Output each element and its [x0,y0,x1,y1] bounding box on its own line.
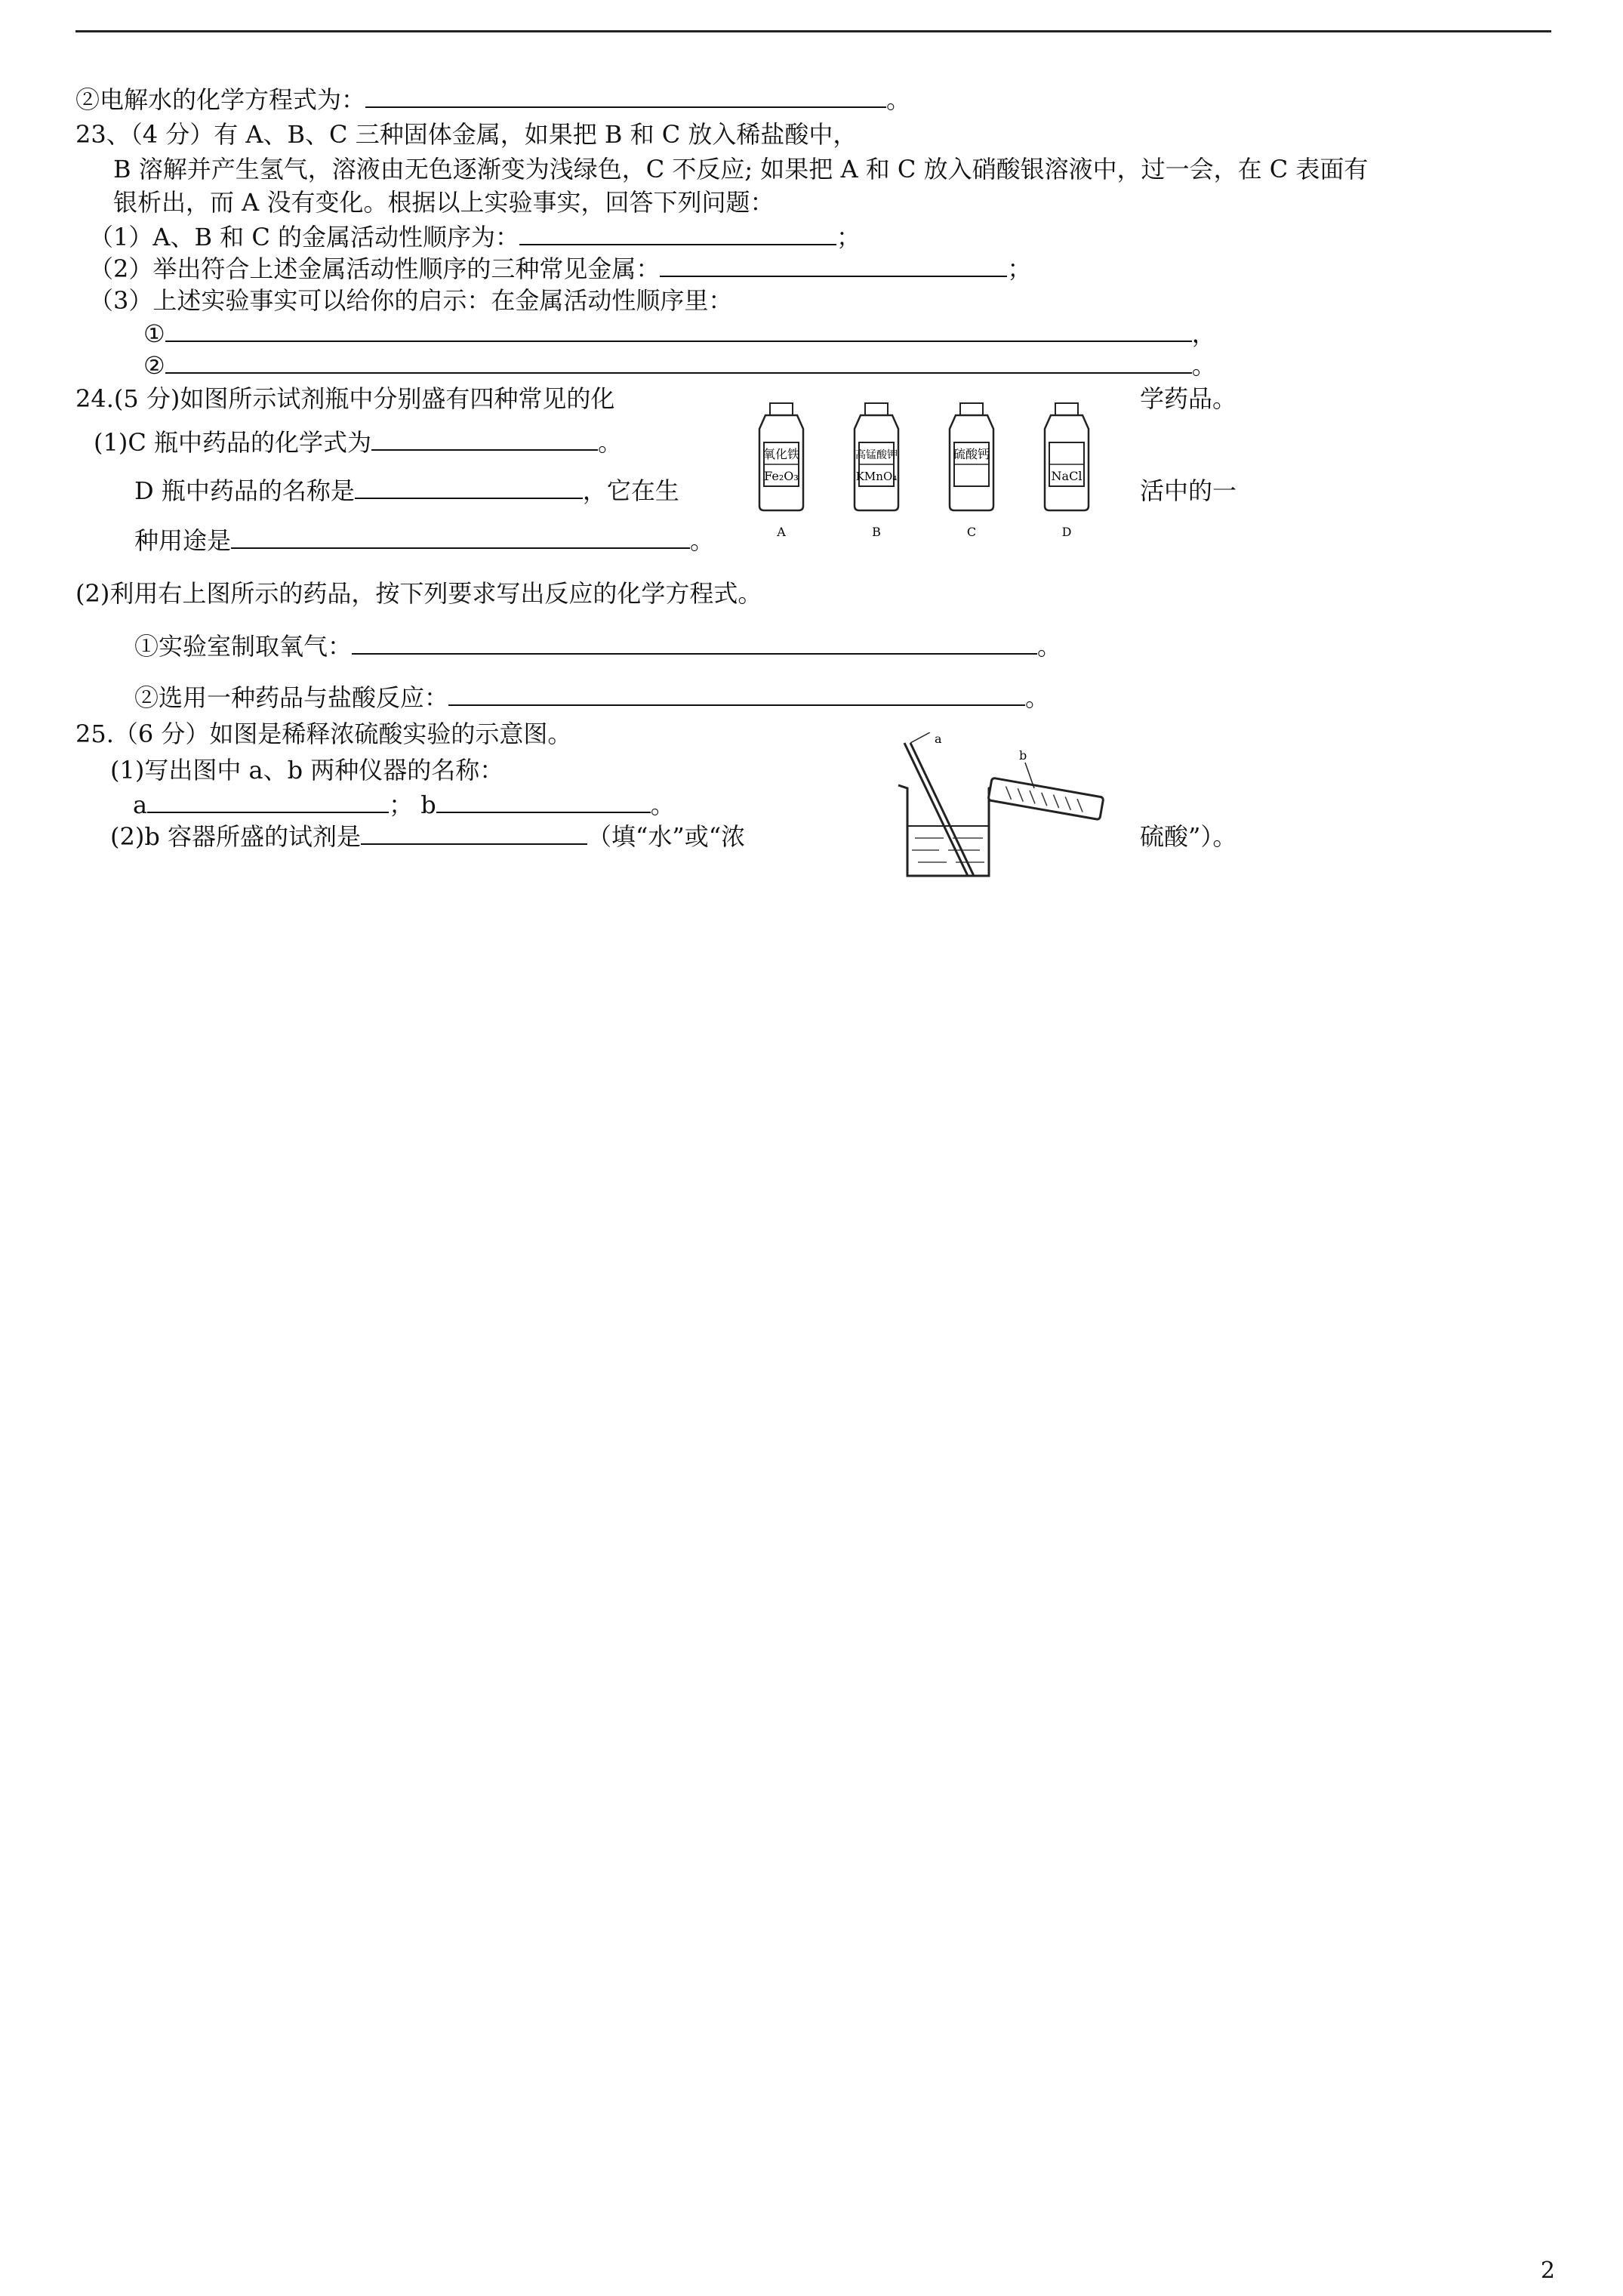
answer-blank[interactable] [371,428,598,451]
bottle-letter: A [777,525,786,539]
q23-stem-2: B 溶解并产生氢气，溶液由无色逐渐变为浅绿色，C 不反应; 如果把 A 和 C 放入硝酸银溶液中，过一会，在 C 表面有 [113,155,1369,183]
bottle-label-formula: NaCl [1051,469,1083,483]
bottle-label-name: 高锰酸钾 [855,449,898,461]
q25-part2: (2)b 容器所盛的试剂是 （填“水”或“浓 [110,822,746,851]
label-a: a [935,732,942,746]
q24-stem-left: 24.(5 分)如图所示试剂瓶中分别盛有四种常见的化 [75,384,615,413]
q25-part1: (1)写出图中 a、b 两种仪器的名称： [110,756,504,784]
bottle-label-formula: Fe₂O₃ [764,469,799,483]
q23-stem-1: 23、（4 分）有 A、B、C 三种固体金属，如果把 B 和 C 放入稀盐酸中， [75,120,858,149]
answer-blank[interactable] [355,476,583,499]
q24-part1b: D 瓶中药品的名称是 ，它在生 [134,476,679,505]
bottle-letter: B [872,525,881,539]
q25-stem: 25.（6 分）如图是稀释浓硫酸实验的示意图。 [75,720,572,748]
answer-blank[interactable] [448,683,1025,706]
answer-blank[interactable] [660,254,1007,277]
answer-blank[interactable] [165,351,1192,374]
answer-blank[interactable] [352,632,1037,655]
answer-blank[interactable] [365,85,886,108]
q22-tail-text: ②电解水的化学方程式为： [75,85,366,114]
q22-tail-line [75,85,910,115]
reagent-bottle [759,403,803,539]
q24-part1b-right: 活中的一 [1140,476,1237,505]
q23-part1: （1）A、B 和 C 的金属活动性顺序为： ； [89,223,861,251]
punct: 。 [886,85,911,114]
reagent-bottle [1045,403,1089,539]
header-rule [75,30,1551,32]
bottle-letter: C [966,525,977,539]
q23-part3-b: ② 。 [143,351,1216,380]
q24-part2b: ②选用一种药品与盐酸反应： 。 [134,683,1050,712]
bottle-label-formula: KMnO₄ [855,470,898,483]
q25-part2-right: 硫酸”）。 [1140,822,1237,851]
reagent-bottles-figure [747,393,1125,551]
answer-blank[interactable] [436,791,651,813]
q23-part3: （3）上述实验事实可以给你的启示：在金属活动性顺序里： [89,286,733,315]
q24-part2: (2)利用右上图所示的药品，按下列要求写出反应的化学方程式。 [75,579,762,608]
q24-stem-right: 学药品。 [1140,384,1237,413]
answer-blank[interactable] [147,791,389,813]
q23-part2: （2）举出符合上述金属活动性顺序的三种常见金属： ； [89,254,1032,283]
bottle-letter: D [1061,525,1072,539]
bottle-label-name: 氧化铁 [762,447,800,461]
page-number: 2 [1540,2257,1555,2284]
q25-part1-blanks: a ； b 。 [133,791,675,819]
q23-part3-a: ① ， [143,319,1216,348]
dilution-figure [883,732,1125,883]
reagent-bottle [950,403,993,539]
q24-part2a: ①实验室制取氧气： 。 [134,632,1062,661]
answer-blank[interactable] [165,319,1192,342]
q24-part1c: 种用途是 。 [134,526,715,555]
q24-part1a: (1)C 瓶中药品的化学式为 。 [94,428,623,457]
reagent-bottle [855,403,898,539]
bottle-label-name: 硫酸钙 [953,447,990,461]
label-b: b [1019,748,1027,763]
answer-blank[interactable] [361,822,587,845]
answer-blank[interactable] [519,223,836,245]
answer-blank[interactable] [231,526,690,549]
q23-stem-3: 银析出，而 A 没有变化。根据以上实验事实，回答下列问题： [113,188,775,217]
